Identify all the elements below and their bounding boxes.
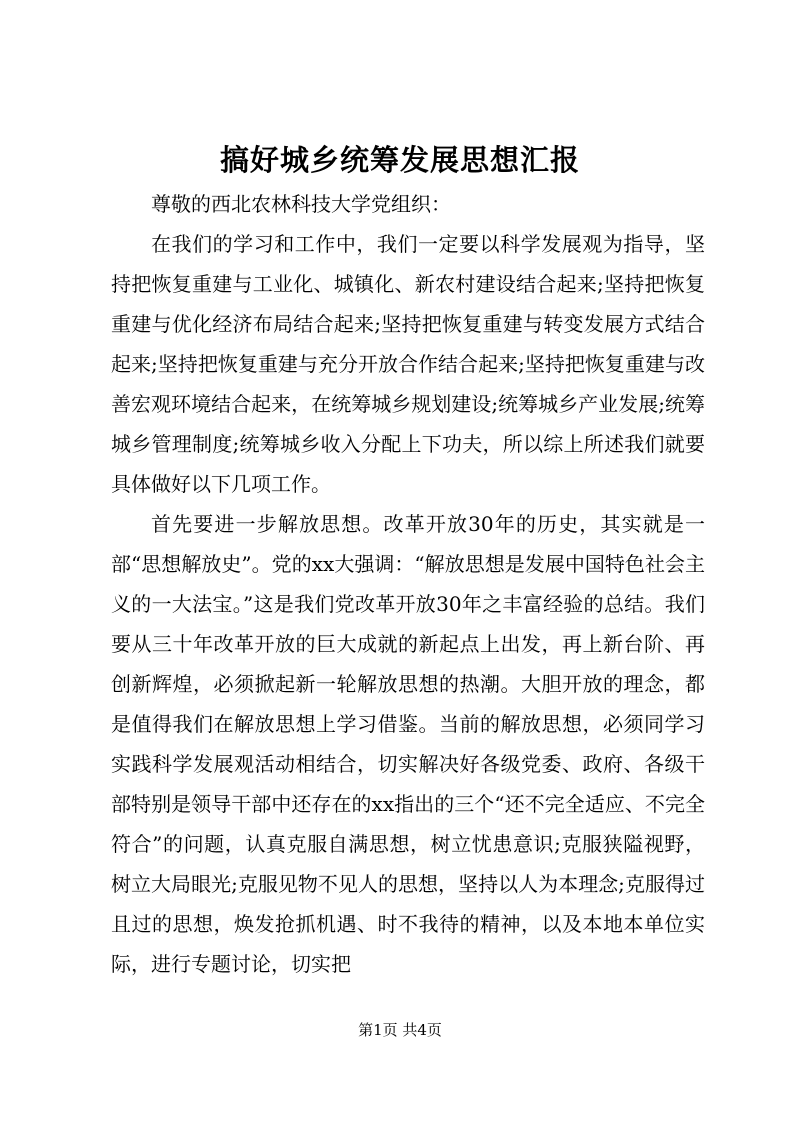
paragraph-2: 首先要进一步解放思想。改革开放30年的历史，其实就是一部“思想解放史”。党的xx大强调：“解放思想是发展中国特色社会主义的一大法宝。”这是我们党改革开放30年之丰富经验的总结。我们要从三十年改革开放的巨大成就的新起点上出发，再上新台阶、再创新辉煌，必须掀起新一轮解放思想的热潮。大胆开放的理念，都是值得我们在解放思想上学习借鉴。当前的解放思想，必须同学习实践科学发展观活动相结合，切实解决好各级党委、政府、各级干部特别是领导干部中还存在的xx指出的三个“还不完全适应、不完全符合”的问题，认真克服自满思想，树立忧患意识;克服狭隘视野，树立大局眼光;克服见物不见人的思想，坚持以人为本理念;克服得过且过的思想，焕发抢抓机遇、时不我待的精神，以及本地本单位实际，进行专题讨论，切实把	[111, 512, 705, 976]
document-title: 搞好城乡统筹发展思想汇报	[219, 143, 580, 177]
paragraph-1: 在我们的学习和工作中，我们一定要以科学发展观为指导，坚持把恢复重建与工业化、城镇化、新农村建设结合起来;坚持把恢复重建与优化经济布局结合起来;坚持把恢复重建与转变发展方式结合起来;坚持把恢复重建与充分开放合作结合起来;坚持把恢复重建与改善宏观环境结合起来，在统筹城乡规划建设;统筹城乡产业发展;统筹城乡管理制度;统筹城乡收入分配上下功夫，所以综上所述我们就要具体做好以下几项工作。	[111, 232, 705, 496]
salutation: 尊敬的西北农林科技大学党组织：	[151, 192, 451, 216]
document-body	[111, 184, 705, 984]
page-number-footer: 第1页 共4页	[358, 1021, 442, 1039]
